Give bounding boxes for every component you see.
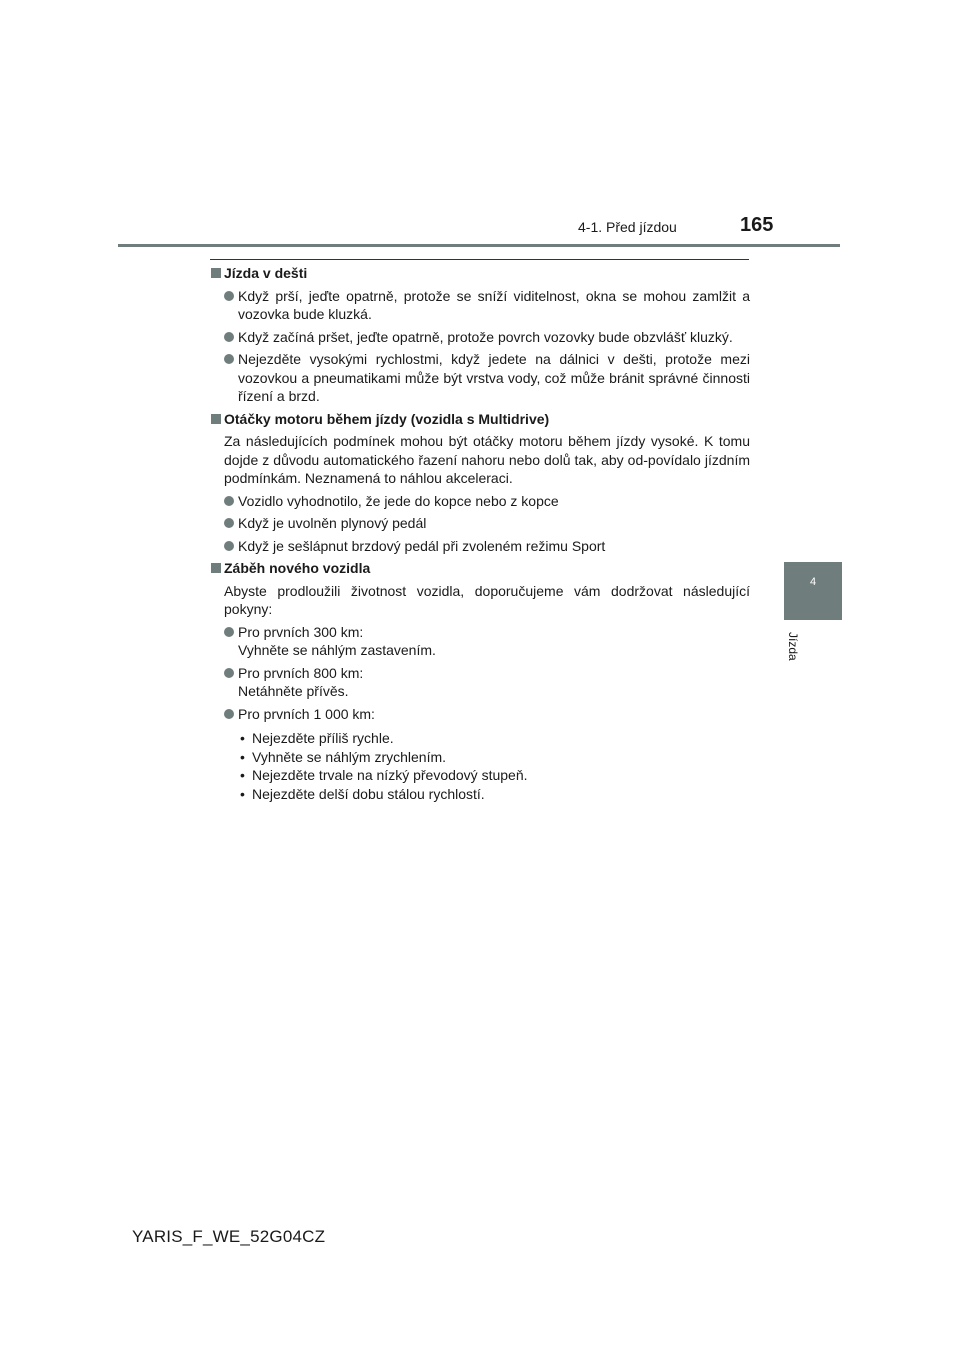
chapter-tab-label: Jízda bbox=[786, 632, 800, 661]
header-rule bbox=[118, 244, 840, 247]
list-item-text: Když prší, jeďte opatrně, protože se sníží viditelnost, okna se mohou zamlžit a vozovka bude kluzká. bbox=[238, 287, 750, 322]
circle-bullet-icon bbox=[224, 627, 234, 637]
list-item bbox=[210, 623, 750, 660]
chapter-tab bbox=[784, 562, 842, 620]
list-item-text: Vozidlo vyhodnotilo, že jede do kopce nebo z kopce bbox=[238, 492, 559, 509]
list-item-detail: Vyhněte se náhlým zastavením. bbox=[238, 642, 436, 658]
section-intro: Abyste prodloužili životnost vozidla, doporučujeme vám dodržovat následující pokyny: bbox=[224, 582, 750, 617]
circle-bullet-icon bbox=[224, 709, 234, 719]
small-bullet-icon: • bbox=[240, 767, 245, 783]
small-bullet-icon: • bbox=[240, 730, 245, 746]
circle-bullet-icon bbox=[224, 496, 234, 506]
sub-list-item-text: Nejezděte delší dobu stálou rychlostí. bbox=[252, 785, 485, 802]
list-item bbox=[210, 492, 750, 511]
list-item bbox=[210, 328, 750, 347]
section-title: Záběh nového vozidla bbox=[224, 560, 371, 576]
sub-list-item bbox=[238, 766, 750, 785]
document-code: YARIS_F_WE_52G04CZ bbox=[132, 1227, 326, 1246]
list-item bbox=[210, 664, 750, 701]
small-bullet-icon: • bbox=[240, 748, 245, 765]
square-bullet-icon bbox=[211, 563, 221, 573]
circle-bullet-icon bbox=[224, 332, 234, 342]
list-item-text: Pro prvních 1 000 km: bbox=[238, 705, 375, 722]
list-item bbox=[210, 514, 750, 533]
sub-list-item-text: Nejezděte trvale na nízký převodový stupeň. bbox=[252, 767, 528, 783]
page-number: 165 bbox=[740, 214, 774, 236]
list-item-text: Když je sešlápnut brzdový pedál při zvoleném režimu Sport bbox=[238, 537, 606, 554]
list-item bbox=[210, 705, 750, 724]
sub-list-item bbox=[238, 748, 750, 767]
square-bullet-icon bbox=[211, 268, 221, 278]
list-item-text: Pro prvních 800 km: bbox=[238, 664, 364, 681]
section-heading bbox=[210, 410, 750, 429]
list-item-text: Pro prvních 300 km: bbox=[238, 623, 364, 640]
circle-bullet-icon bbox=[224, 668, 234, 678]
sub-list-item bbox=[238, 785, 750, 804]
list-item-text: Když je uvolněn plynový pedál bbox=[238, 515, 427, 531]
section-intro: Za následujících podmínek mohou být otáčky motoru během jízdy vysoké. K tomu dojde z důvodu automatického řazení nahoru nebo dolů tak, aby od-povídalo jízdním podmínkám. Neznamená to náhlou akceleraci. bbox=[224, 433, 750, 486]
section-heading bbox=[210, 559, 750, 578]
sub-list-item-text: Vyhněte se náhlým zrychlením. bbox=[252, 748, 447, 765]
list-item bbox=[210, 350, 750, 406]
circle-bullet-icon bbox=[224, 518, 234, 528]
content-top-rule bbox=[210, 259, 749, 260]
square-bullet-icon bbox=[211, 414, 221, 424]
sub-list bbox=[210, 729, 750, 803]
page-content bbox=[210, 264, 750, 803]
section-title: Jízda v dešti bbox=[224, 265, 308, 281]
list-item-detail: Netáhněte přívěs. bbox=[238, 683, 349, 699]
header-section-title: 4-1. Před jízdou bbox=[578, 219, 677, 235]
sub-list-item-text: Nejezděte příliš rychle. bbox=[252, 730, 394, 746]
list-item-text: Když začíná pršet, jeďte opatrně, protože povrch vozovky bude obzvlášť kluzký. bbox=[238, 328, 733, 345]
section-heading bbox=[210, 264, 750, 283]
list-item-text: Nejezděte vysokými rychlostmi, když jedete na dálnici v dešti, protože mezi vozovkou a pneumatikami může být vrstva vody, což může bránit správné činnosti řízení a brzd. bbox=[238, 351, 750, 404]
circle-bullet-icon bbox=[224, 291, 234, 301]
section-title: Otáčky motoru během jízdy (vozidla s Multidrive) bbox=[224, 410, 550, 427]
sub-list-item bbox=[238, 729, 750, 748]
small-bullet-icon: • bbox=[240, 785, 245, 802]
list-item bbox=[210, 537, 750, 556]
circle-bullet-icon bbox=[224, 354, 234, 364]
circle-bullet-icon bbox=[224, 541, 234, 551]
list-item bbox=[210, 287, 750, 324]
chapter-tab-number: 4 bbox=[809, 576, 817, 588]
